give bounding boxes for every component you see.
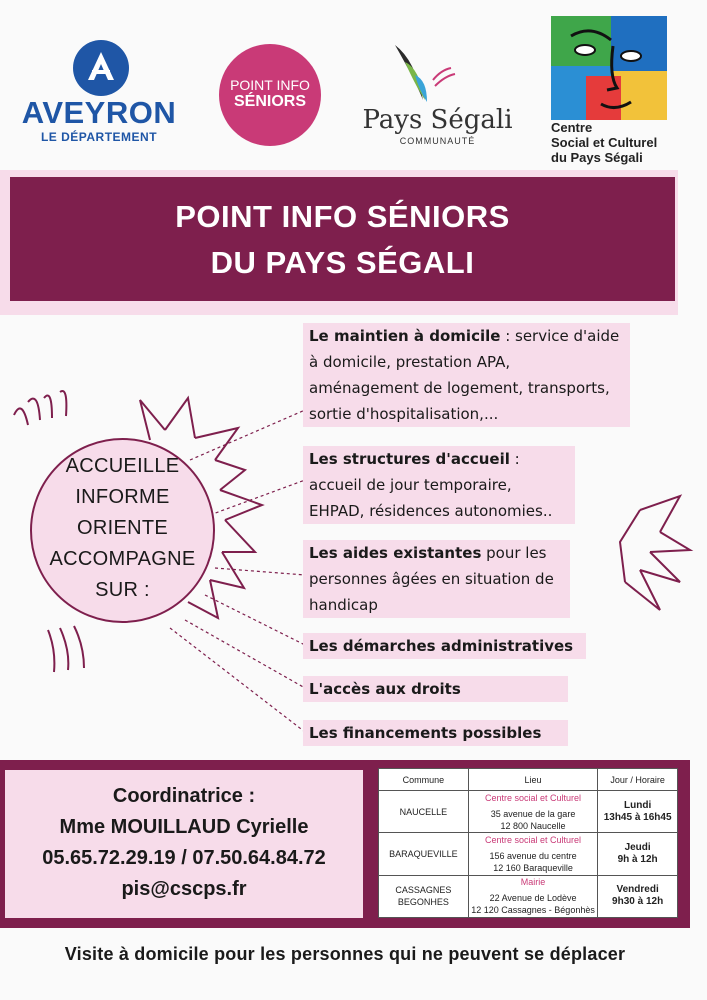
- lieu-cell: Centre social et Culturel 35 avenue de la gare 12 800 Naucelle: [468, 791, 597, 833]
- table-row: [379, 833, 678, 875]
- coordinatrice-email[interactable]: pis@cscps.fr: [121, 878, 247, 900]
- point-info-logo-line2: SÉNIORS: [233, 93, 306, 110]
- pays-segali-bird-icon: [385, 40, 475, 108]
- coordinatrice-label: Coordinatrice :: [112, 785, 256, 807]
- point-info-logo-line1: POINT INFO: [230, 77, 310, 93]
- table-row: [379, 875, 678, 917]
- table-row: [379, 791, 678, 833]
- commune-cell: BARAQUEVILLE: [379, 833, 469, 875]
- horaire-cell: Jeudi 9h à 12h: [598, 833, 678, 875]
- centre-social-logo-text: Centre Social et Culturel du Pays Ségali: [551, 120, 658, 165]
- horaire-cell: Lundi 13h45 à 16h45: [598, 791, 678, 833]
- table-header-lieu: Lieu: [468, 769, 597, 791]
- centre-social-face-logo-icon: [551, 16, 667, 120]
- coordinatrice-name: Mme MOUILLAUD Cyrielle: [59, 816, 309, 838]
- service-item: L'accès aux droits: [303, 676, 568, 702]
- table-header-row: [379, 769, 678, 791]
- home-visit-note: Visite à domicile pour les personnes qui ne peuvent se déplacer: [64, 944, 626, 964]
- coordinatrice-phones[interactable]: 05.65.72.29.19 / 07.50.64.84.72: [42, 847, 326, 869]
- service-item: Les démarches administratives: [303, 633, 586, 659]
- table-header-jour: Jour / Horaire: [598, 769, 678, 791]
- aveyron-logo-mark: [73, 40, 129, 96]
- aveyron-logo-subtitle: LE DÉPARTEMENT: [40, 130, 158, 144]
- page-title: POINT INFO SÉNIORS DU PAYS SÉGALI: [175, 199, 510, 280]
- service-item: Les aides existantes pour les personnes âgées en situation de handicap: [303, 540, 570, 618]
- commune-cell: CASSAGNES BEGONHES: [379, 875, 469, 917]
- service-item: Le maintien à domicile : service d'aide à domicile, prestation APA, aménagement de logement, transports, sortie d'hospitalisation,...: [303, 323, 630, 427]
- pays-segali-logo-name: Pays Ségali: [362, 105, 513, 135]
- horaire-cell: Vendredi 9h30 à 12h: [598, 875, 678, 917]
- table-header-commune: Commune: [379, 769, 469, 791]
- lieu-cell: Centre social et Culturel 156 avenue du centre 12 160 Baraqueville: [468, 833, 597, 875]
- lieu-cell: Mairie 22 Avenue de Lodève 12 120 Cassagnes - Bégonhès: [468, 875, 597, 917]
- pays-segali-logo-sub: COMMUNAUTÉ: [399, 136, 476, 146]
- service-item: Les financements possibles: [303, 720, 568, 746]
- aveyron-logo-title: AVEYRON: [21, 95, 177, 130]
- coordinatrice-info: [5, 781, 363, 905]
- service-item: Les structures d'accueil : accueil de jour temporaire, EHPAD, résidences autonomies..: [303, 446, 575, 524]
- permanences-table: [378, 768, 678, 918]
- accueil-verbs: ACCUEILLE INFORME ORIENTE ACCOMPAGNE SUR :: [49, 455, 196, 601]
- commune-cell: NAUCELLE: [379, 791, 469, 833]
